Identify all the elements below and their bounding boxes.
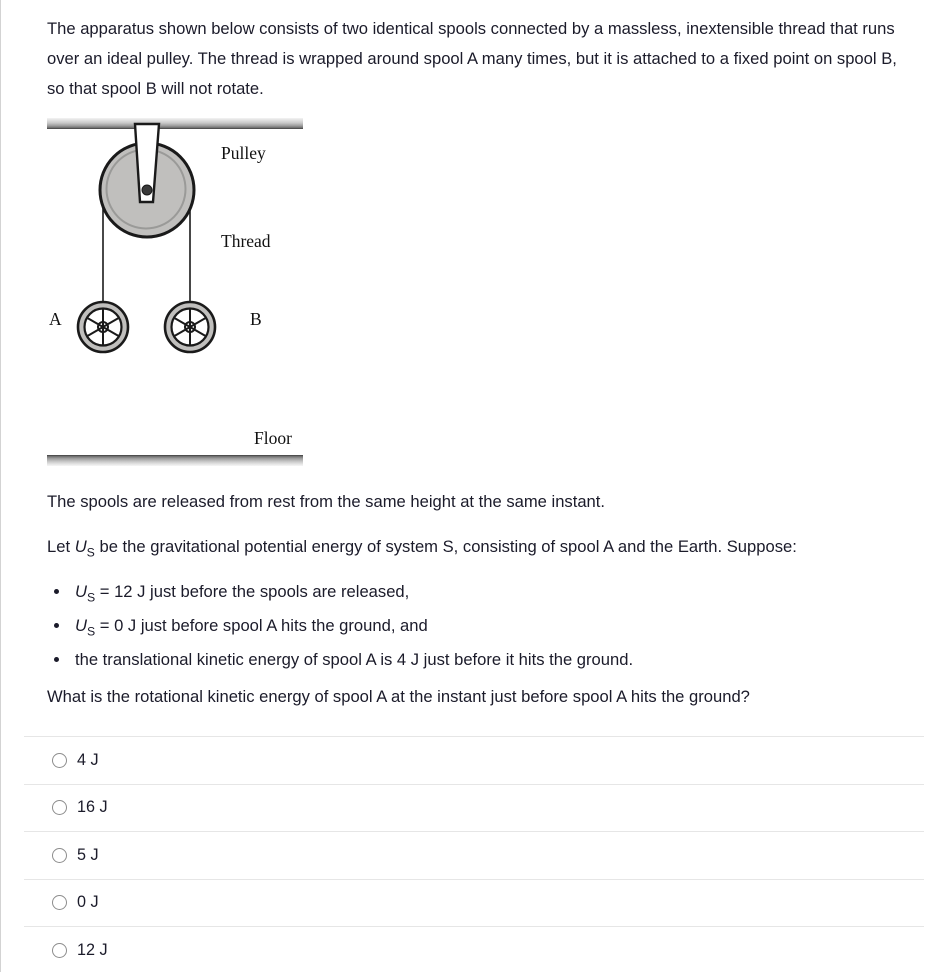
- pulley-axle: [142, 185, 152, 195]
- pulley-label: Pulley: [221, 143, 266, 163]
- radio-button-icon[interactable]: [52, 800, 67, 815]
- option-row-3[interactable]: [24, 879, 924, 927]
- radio-button-icon[interactable]: [52, 753, 67, 768]
- apparatus-figure: [47, 118, 377, 468]
- radio-button-icon[interactable]: [52, 895, 67, 910]
- thread-label: Thread: [221, 231, 271, 251]
- option-label: 0 J: [77, 893, 99, 912]
- question-text: What is the rotational kinetic energy of spool A at the instant just before spool A hits the ground?: [47, 687, 750, 706]
- option-label: 16 J: [77, 798, 108, 817]
- released-text: The spools are released from rest from the same height at the same instant.: [47, 492, 606, 511]
- intro-paragraph: [47, 14, 907, 104]
- definition-suffix: be the gravitational potential energy of system S, consisting of spool A and the Earth. Suppose:: [94, 537, 797, 556]
- option-label: 4 J: [77, 750, 99, 769]
- intro-text: The apparatus shown below consists of two identical spools connected by a massless, inextensible thread that runs over an ideal pulley. The thread is wrapped around spool A many times, but it is attached to a fixed point on spool B, so that spool B will not rotate.: [47, 19, 897, 98]
- option-row-2[interactable]: [24, 831, 924, 879]
- radio-button-icon[interactable]: [52, 848, 67, 863]
- given-facts: [47, 578, 907, 674]
- bullet-1-text: = 0 J just before spool A hits the ground, and: [95, 615, 428, 635]
- option-row-1[interactable]: [24, 784, 924, 832]
- question-paragraph: [47, 682, 907, 712]
- apparatus-drawing: [47, 118, 377, 468]
- spool-a: [78, 302, 128, 352]
- definition-text: [47, 532, 907, 567]
- bullet-0-text: = 12 J just before the spools are released,: [95, 582, 410, 601]
- bullet-1-symbol-sub: S: [86, 624, 96, 639]
- floor-label: Floor: [254, 428, 292, 448]
- symbol-u: U: [74, 537, 87, 556]
- bullet-0-symbol-sub: S: [86, 590, 96, 605]
- radio-button-icon[interactable]: [52, 943, 67, 958]
- released-paragraph: [47, 487, 907, 517]
- option-label: 5 J: [77, 845, 99, 864]
- option-row-4[interactable]: [24, 926, 924, 974]
- option-label: 12 J: [77, 940, 108, 959]
- symbol-subscript: S: [86, 545, 95, 560]
- symbol-u-s: [74, 537, 95, 560]
- option-row-0[interactable]: [24, 736, 924, 784]
- definition-paragraph: [47, 532, 907, 567]
- bullet-0-symbol: [75, 582, 96, 605]
- list-item: [71, 646, 907, 675]
- list-item: [71, 578, 907, 612]
- bullet-2-text: the translational kinetic energy of spool A is 4 J just before it hits the ground.: [75, 649, 634, 669]
- given-facts-list: [47, 578, 907, 674]
- list-item: [71, 612, 907, 646]
- spool-b: [165, 302, 215, 352]
- answer-options: [24, 736, 924, 974]
- spool-a-label: A: [49, 309, 62, 329]
- bullet-1-symbol: [75, 615, 96, 639]
- bullet-1-symbol-base: U: [75, 615, 87, 635]
- definition-prefix: Let: [47, 537, 75, 556]
- spool-b-label: B: [250, 309, 262, 329]
- bullet-0-symbol-base: U: [75, 582, 87, 601]
